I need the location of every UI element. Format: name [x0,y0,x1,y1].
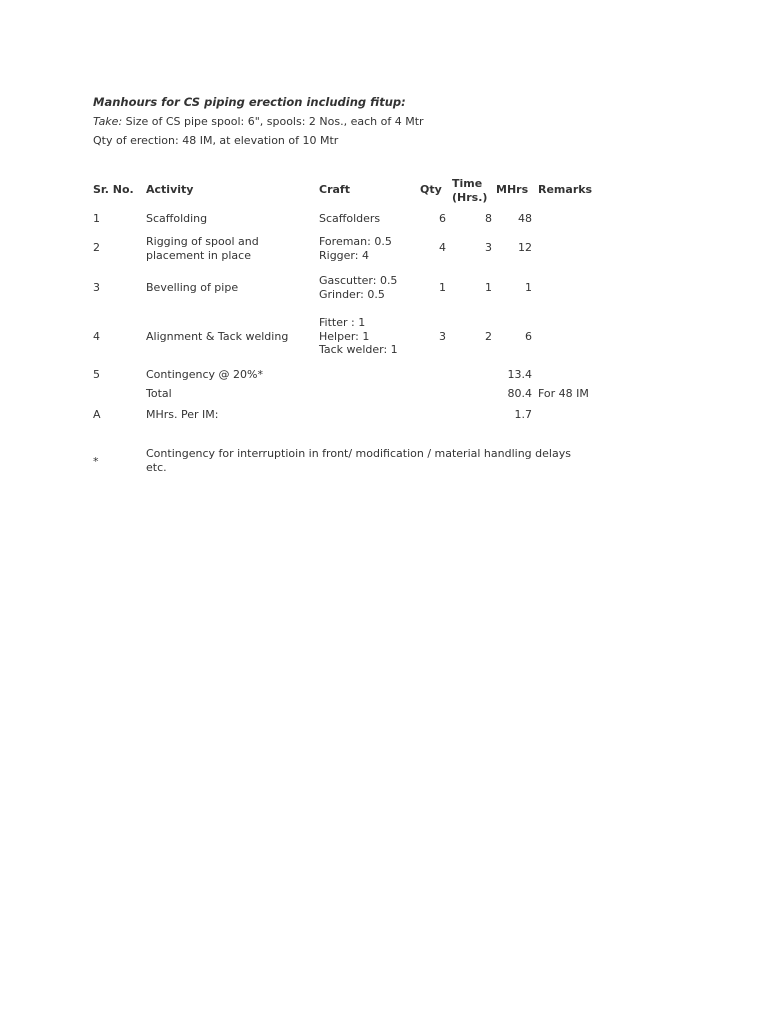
header-mhrs: MHrs [496,183,529,196]
header-remarks: Remarks [538,183,593,196]
header-qty: Qty [420,183,442,196]
qty-line: Qty of erection: 48 IM, at elevation of 10 Mtr [93,134,339,147]
row4-sr: 4 [93,330,100,343]
row1-mhrs: 48 [518,212,532,225]
row5-activity: Contingency @ 20%* [146,368,263,381]
total-label: Total [146,387,172,400]
header-activity: Activity [146,183,194,196]
document-title: Manhours for CS piping erection including fitup: [93,95,406,109]
row1-activity: Scaffolding [146,212,208,225]
row3-craft-line1: Gascutter: 0.5 [319,274,398,287]
header-time [452,177,487,204]
rowA-mhrs: 1.7 [514,408,532,421]
rowA-sr: A [93,408,101,421]
row2-craft [319,235,392,262]
row4-qty: 3 [439,330,446,343]
row2-qty: 4 [439,241,446,254]
row2-sr: 2 [93,241,100,254]
row2-craft-line1: Foreman: 0.5 [319,235,392,248]
row2-mhrs: 12 [518,241,532,254]
rowA-activity: MHrs. Per IM: [146,408,219,421]
header-craft: Craft [319,183,350,196]
row3-sr: 3 [93,281,100,294]
row3-craft [319,274,397,301]
row1-time: 8 [485,212,492,225]
row2-activity-line2: placement in place [146,248,251,262]
header-time-line1: Time [452,177,483,190]
footnote-mark: * [93,455,99,468]
row4-craft [319,316,398,357]
row4-activity: Alignment & Tack welding [146,330,289,343]
row2-craft-line2: Rigger: 4 [319,248,369,262]
row2-activity [146,235,259,262]
row5-sr: 5 [93,368,100,381]
take-text: Size of CS pipe spool: 6", spools: 2 Nos., each of 4 Mtr [122,115,424,128]
row5-mhrs: 13.4 [507,368,532,381]
footnote-text-line1: Contingency for interruptioin in front/ modification / material handling delays [146,447,571,460]
row4-craft-line2: Helper: 1 [319,329,370,343]
header-sr-no: Sr. No. [93,183,134,196]
footnote-text [146,447,571,474]
header-time-line2: (Hrs.) [452,190,488,204]
footnote-text-line2: etc. [146,460,167,474]
row3-craft-line2: Grinder: 0.5 [319,287,385,301]
row1-sr: 1 [93,212,100,225]
row2-activity-line1: Rigging of spool and [146,235,259,248]
row1-craft: Scaffolders [319,212,381,225]
row3-mhrs: 1 [525,281,532,294]
take-line [93,115,424,128]
row4-time: 2 [485,330,492,343]
row3-qty: 1 [439,281,446,294]
take-label: Take: [93,115,123,128]
row4-craft-line3: Tack welder: 1 [319,343,398,356]
row2-time: 3 [485,241,492,254]
row4-craft-line1: Fitter : 1 [319,316,366,329]
total-remarks: For 48 IM [538,387,589,400]
total-mhrs: 80.4 [507,387,532,400]
row3-activity: Bevelling of pipe [146,281,239,294]
row4-mhrs: 6 [525,330,532,343]
row3-time: 1 [485,281,492,294]
row1-qty: 6 [439,212,446,225]
